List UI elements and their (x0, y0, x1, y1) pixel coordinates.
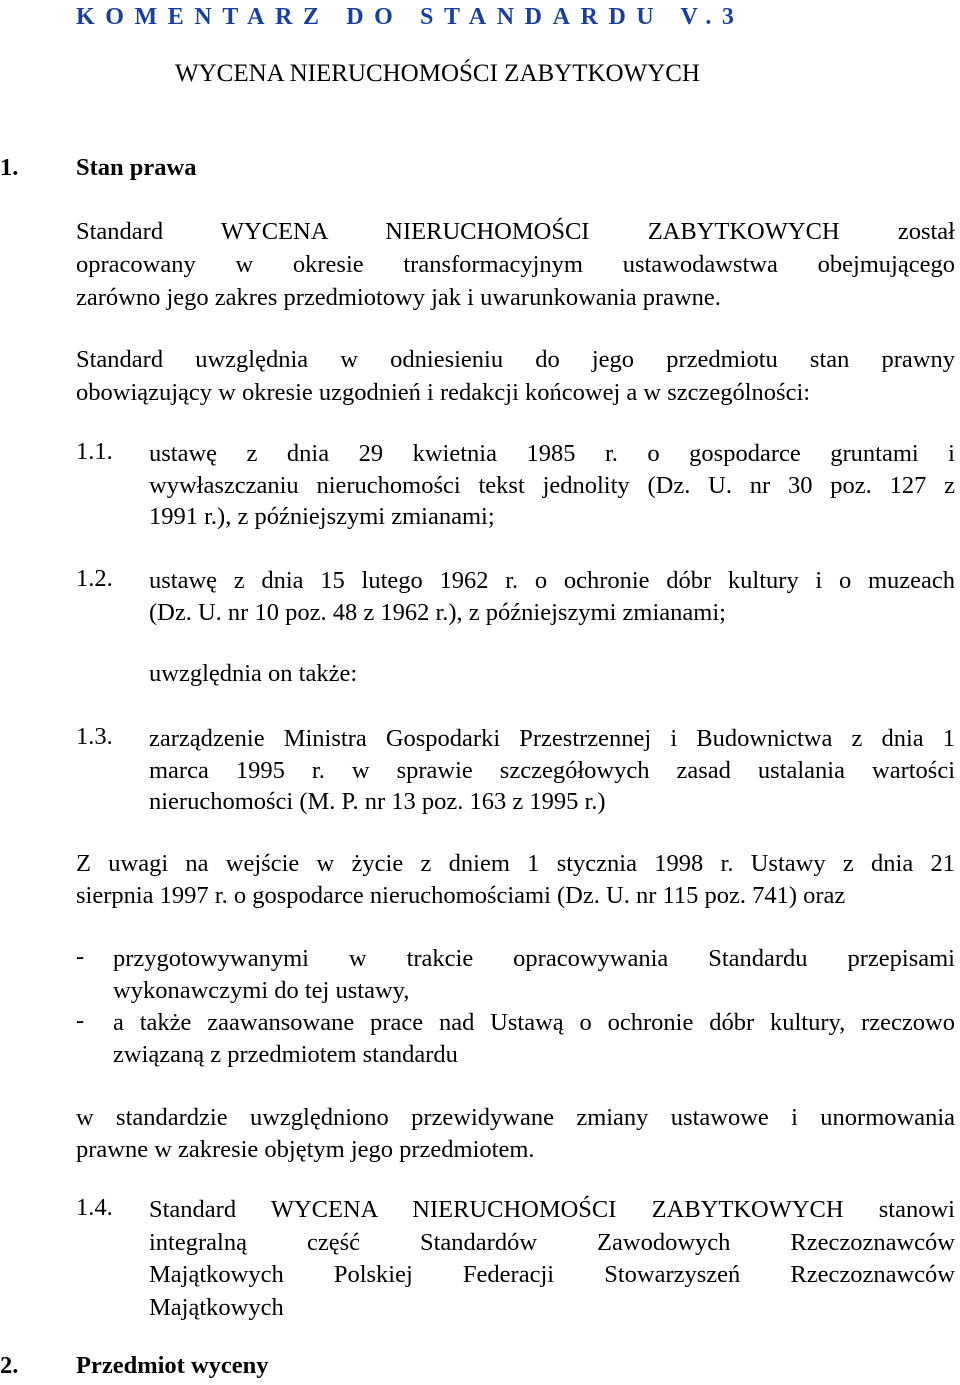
section-2-number: 2. (0, 1352, 19, 1379)
commentary-title: KOMENTARZ DO STANDARDU V.3 (76, 4, 745, 30)
paragraph-1-line: Standard WYCENA NIERUCHOMOŚCI ZABYTKOWYCH został (76, 218, 955, 245)
item-number: 1.3. (76, 723, 113, 750)
item-line: zarządzenie Ministra Gospodarki Przestrzennej i Budownictwa z dnia 1 (149, 725, 955, 752)
section-1-title: Stan prawa (76, 154, 197, 181)
item-line: Standard WYCENA NIERUCHOMOŚCI ZABYTKOWYCH stanowi (149, 1196, 955, 1223)
item-1-1-text (149, 438, 955, 533)
item-line: marca 1995 r. w sprawie szczegółowych zasad ustalania wartości (149, 756, 955, 784)
bullet-line: przygotowywanymi w trakcie opracowywania Standardu przepisami (113, 945, 955, 972)
item-1-3-text (149, 723, 955, 818)
bullet-line: związaną z przedmiotem standardu (113, 1041, 458, 1068)
paragraph-4-line: prawne w zakresie objętym jego przedmiotem. (76, 1136, 535, 1163)
document-title: WYCENA NIERUCHOMOŚCI ZABYTKOWYCH (175, 60, 700, 87)
paragraph-4 (76, 1102, 955, 1166)
item-1-2-text (149, 565, 955, 628)
paragraph-1-line: zarówno jego zakres przedmiotowy jak i uwarunkowania prawne. (76, 284, 721, 311)
bullet-line: wykonawczymi do tej ustawy, (113, 977, 410, 1004)
paragraph-1 (76, 215, 955, 314)
bullet-1-text (113, 943, 955, 1007)
item-line: ustawę z dnia 15 lutego 1962 r. o ochronie dóbr kultury i o muzeach (149, 567, 955, 594)
section-1-number: 1. (0, 154, 19, 181)
paragraph-2-line: obowiązujący w okresie uzgodnień i redakcji końcowej a w szczególności: (76, 379, 811, 406)
bullet-dash: - (76, 1007, 85, 1034)
item-line: Majątkowych Polskiej Federacji Stowarzyszeń Rzeczoznawców (149, 1261, 955, 1288)
item-line: Majątkowych (149, 1293, 284, 1321)
item-line: integralną część Standardów Zawodowych Rzeczoznawców (149, 1228, 955, 1256)
paragraph-2-line: Standard uwzględnia w odniesieniu do jego przedmiotu stan prawny (76, 346, 955, 373)
item-1-4-text (149, 1194, 955, 1324)
bullet-2-text (113, 1007, 955, 1071)
item-line: nieruchomości (M. P. nr 13 poz. 163 z 1995 r.) (149, 788, 606, 815)
item-number: 1.4. (76, 1194, 113, 1221)
paragraph-2 (76, 343, 955, 409)
item-number: 1.1. (76, 438, 113, 465)
paragraph-3 (76, 848, 955, 912)
item-line: 1991 r.), z późniejszymi zmianami; (149, 503, 495, 530)
item-number: 1.2. (76, 565, 113, 592)
paragraph-3-line: sierpnia 1997 r. o gospodarce nieruchomościami (Dz. U. nr 115 poz. 741) oraz (76, 882, 846, 909)
paragraph-1-line: opracowany w okresie transformacyjnym ustawodawstwa obejmującego (76, 251, 955, 278)
also-considers-label: uwzględnia on także: (149, 660, 358, 687)
item-line: (Dz. U. nr 10 poz. 48 z 1962 r.), z późniejszymi zmianami; (149, 598, 726, 626)
bullet-line: a także zaawansowane prace nad Ustawą o ochronie dóbr kultury, rzeczowo (113, 1009, 955, 1036)
item-line: wywłaszczaniu nieruchomości tekst jednolity (Dz. U. nr 30 poz. 127 z (149, 471, 955, 499)
item-line: ustawę z dnia 29 kwietnia 1985 r. o gospodarce gruntami i (149, 440, 955, 467)
paragraph-3-line: Z uwagi na wejście w życie z dniem 1 stycznia 1998 r. Ustawy z dnia 21 (76, 850, 955, 877)
bullet-dash: - (76, 943, 85, 970)
paragraph-4-line: w standardzie uwzględniono przewidywane zmiany ustawowe i unormowania (76, 1104, 955, 1131)
section-2-title: Przedmiot wyceny (76, 1352, 269, 1379)
